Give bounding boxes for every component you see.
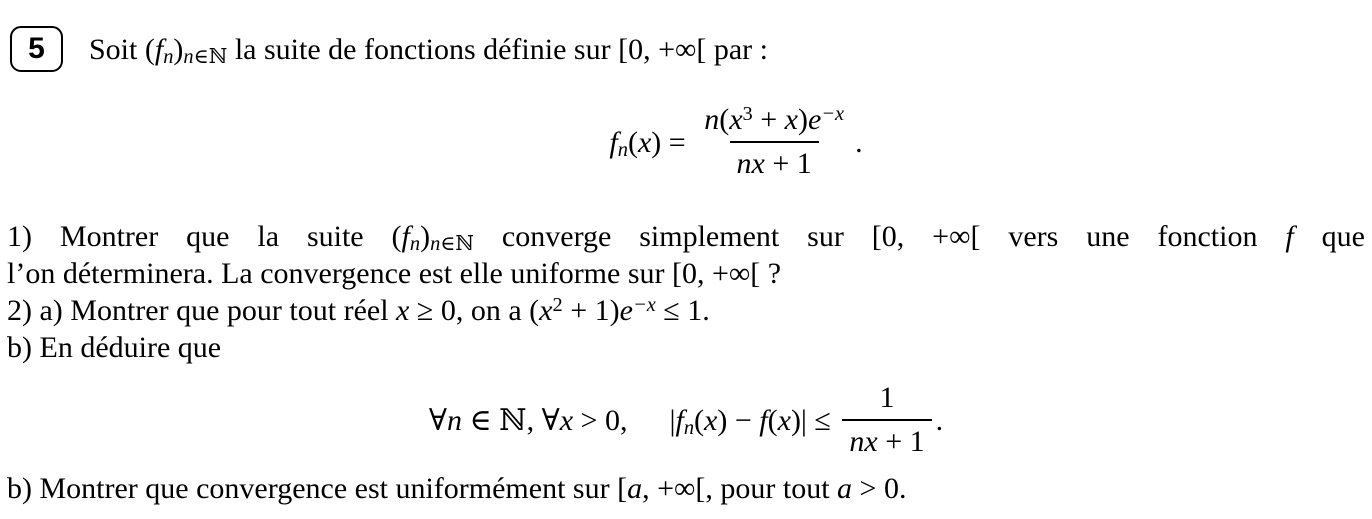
sequence-index-subscript <box>430 233 474 255</box>
q3b-text: , +∞[, pour tout <box>642 472 838 505</box>
q2a-text: ≥ 0, on a ( <box>409 294 540 327</box>
math-var-a: a <box>627 472 643 505</box>
q1-text: converge simplement sur [0, +∞[ vers une fonction <box>474 220 1286 253</box>
forall-symbol: ∀ <box>541 403 560 437</box>
math-var-n: n <box>430 233 441 256</box>
math-var-f: f <box>675 403 684 437</box>
math-var-x: x <box>704 403 718 437</box>
q3b-text: > 0. <box>852 472 907 505</box>
math-var-x: x <box>559 403 574 437</box>
gt-zero: > 0, <box>573 403 628 437</box>
equals: ) = <box>651 125 694 159</box>
paren: ) <box>420 220 431 253</box>
math-var-x: x <box>396 294 410 327</box>
math-var-x: x <box>539 294 553 327</box>
math-var-n: n <box>704 103 720 136</box>
question-2a <box>7 292 1365 329</box>
subscript-n: n <box>163 45 174 68</box>
math-var-n: n <box>446 403 462 437</box>
q1-text: que <box>1293 220 1365 253</box>
paren: ) <box>797 103 808 136</box>
math-var-f: f <box>609 125 618 159</box>
math-var-x: x <box>637 125 652 159</box>
paren: ( <box>694 403 705 437</box>
q1-text: 1) Montrer que la suite ( <box>7 220 402 253</box>
display-formula-inequality <box>0 378 1372 462</box>
exercise-number: 5 <box>28 32 45 65</box>
superscript-2: 2 <box>552 293 563 316</box>
superscript-3: 3 <box>742 102 753 125</box>
math-var-e: e <box>807 103 822 136</box>
paren: ( <box>627 125 638 159</box>
math-var-x: x <box>729 103 743 136</box>
in-naturals-symbol: ∈ℕ <box>440 233 475 256</box>
q1-text: l’on déterminera. La convergence est elle uniforme sur [0, +∞[ ? <box>7 257 782 290</box>
intro-text-rest: la suite de fonctions définie sur [0, +∞[ par : <box>227 32 769 66</box>
question-3b <box>7 470 1365 507</box>
abs-bar: | <box>669 403 676 437</box>
plus-one: + 1 <box>877 425 925 458</box>
exercise-header <box>10 26 1372 72</box>
sequence-index-subscript <box>183 46 227 68</box>
math-var-nx: nx <box>849 425 878 458</box>
math-var-f: f <box>401 220 410 253</box>
intro-paren: ) <box>173 32 184 66</box>
subscript-n: n <box>617 138 628 161</box>
formula2-inequality-lhs <box>669 402 838 439</box>
formula2-period: . <box>935 403 944 437</box>
superscript-minus-x: −x <box>632 293 656 316</box>
math-var-x: x <box>784 103 798 136</box>
subscript-n: n <box>409 233 421 256</box>
exercise-intro <box>89 31 768 68</box>
display-formula-fn-definition <box>50 100 1372 184</box>
math-var-a: a <box>837 472 853 505</box>
question-2b <box>7 329 1365 366</box>
leq: )| ≤ <box>790 403 839 437</box>
fraction-denominator <box>730 141 819 184</box>
forall-symbol: ∀ <box>428 403 447 437</box>
math-var-f: f <box>1285 220 1294 253</box>
formula2-quantifiers <box>429 402 628 439</box>
fraction-denominator <box>842 419 931 462</box>
in-naturals: ∈ ℕ, <box>461 403 542 437</box>
fraction <box>697 100 851 184</box>
math-var-x: x <box>777 403 791 437</box>
math-var-nx: nx <box>736 147 765 180</box>
q2a-text: 2) a) Montrer que pour tout réel <box>7 294 397 327</box>
math-var-f: f <box>759 403 768 437</box>
minus: ) − <box>717 403 760 437</box>
question-1-line-2 <box>7 255 1365 292</box>
formula1-lhs <box>609 124 693 161</box>
intro-text: Soit ( <box>89 32 155 66</box>
superscript-minus-x: −x <box>821 102 845 125</box>
paren: ( <box>719 103 730 136</box>
question-1-line-1 <box>7 218 1365 255</box>
fraction <box>842 378 931 462</box>
q2b-text: b) En déduire que <box>7 331 222 364</box>
plus: + <box>752 103 785 136</box>
q2a-text: ≤ 1. <box>655 294 710 327</box>
math-var-n: n <box>183 45 194 68</box>
q2a-text: + 1) <box>562 294 620 327</box>
math-var-e: e <box>619 294 633 327</box>
q3b-text: b) Montrer que convergence est uniformément sur [ <box>7 472 628 505</box>
fraction-numerator: 1 <box>879 381 895 414</box>
plus-one: + 1 <box>764 147 812 180</box>
math-var-f: f <box>154 32 164 66</box>
exercise-number-box <box>10 26 63 72</box>
subscript-n: n <box>683 416 695 439</box>
paren: ( <box>767 403 778 437</box>
formula1-period: . <box>855 125 863 159</box>
in-naturals-symbol: ∈ℕ <box>193 45 228 68</box>
fraction-numerator <box>697 100 851 141</box>
